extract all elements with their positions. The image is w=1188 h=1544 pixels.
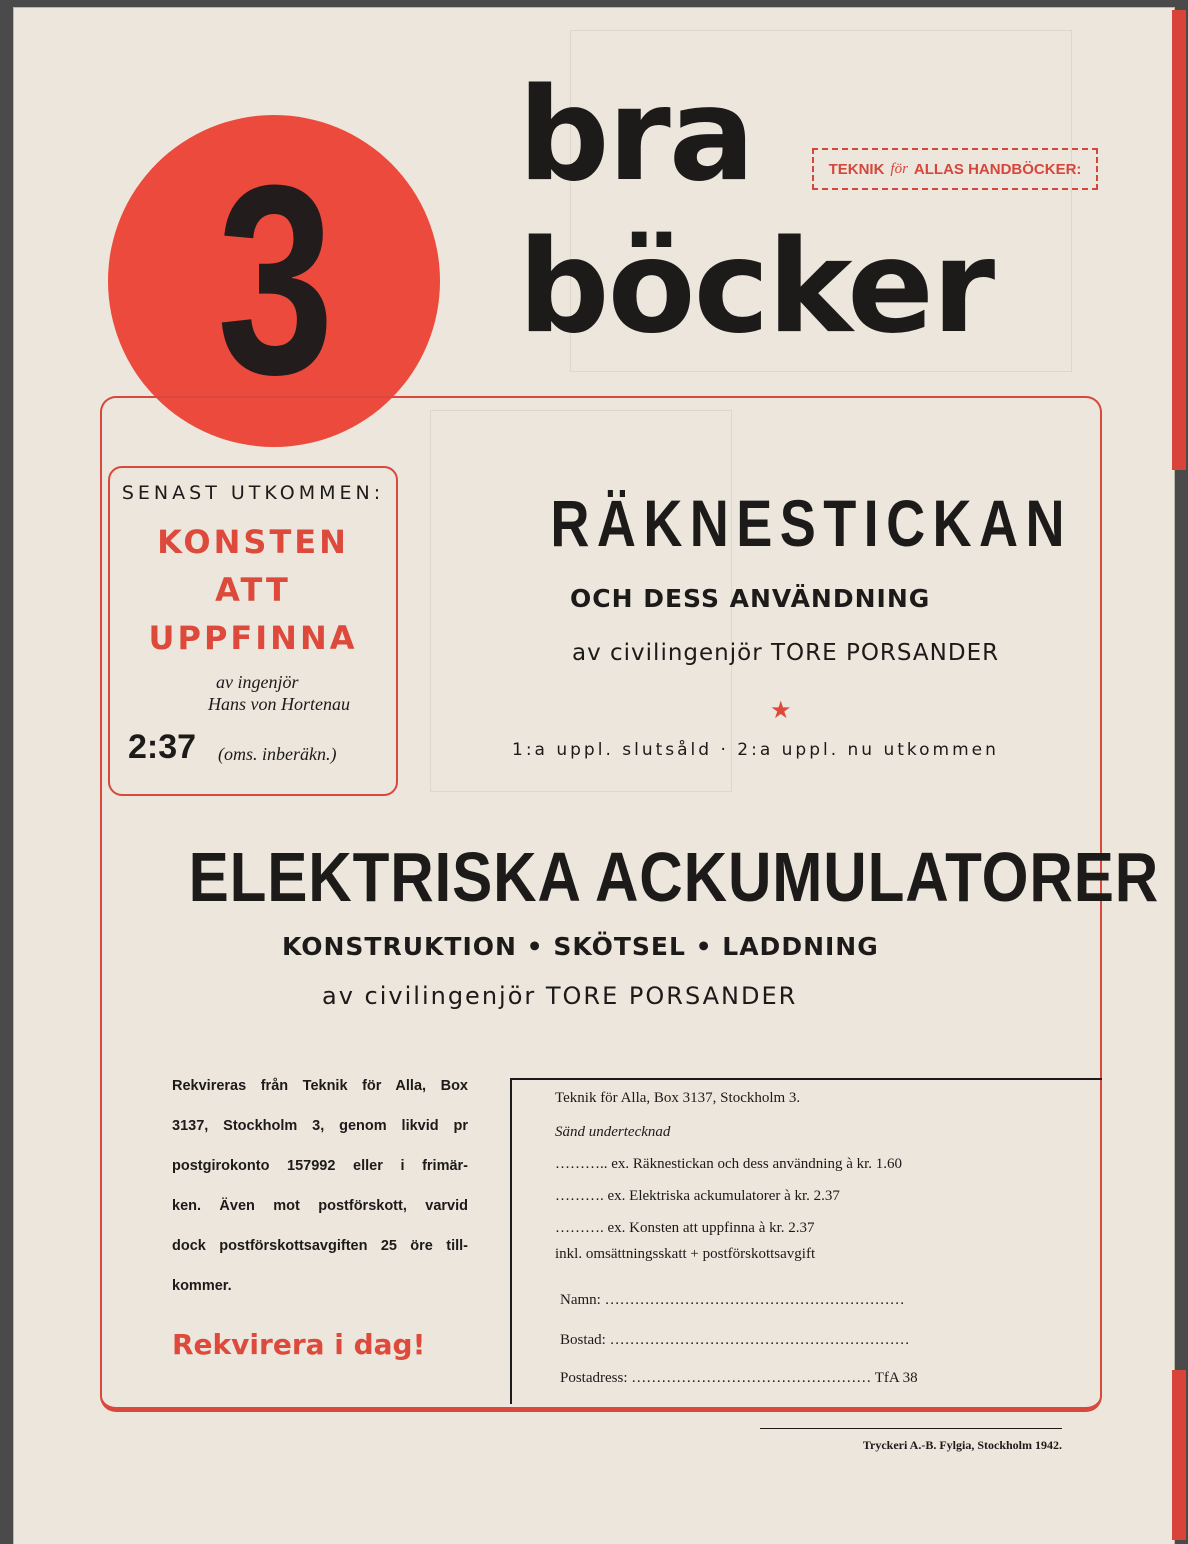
coupon-item: ………. ex. Elektriska ackumulatorer à kr. 2.37 [555,1188,840,1204]
book2-subtitle: KONSTRUKTION • SKÖTSEL • LADDNING [282,932,879,961]
order-call-to-action: Rekvirera i dag! [172,1328,426,1361]
book1-subtitle: OCH DESS ANVÄNDNING [570,584,931,613]
latest-author-line2: Hans von Hortenau [208,694,350,714]
coupon-item: ……….. ex. Räknestickan och dess användning à kr. 1.60 [555,1156,903,1172]
red-edge-strip [1172,10,1186,470]
order-line: ken. Även mot postförskott, varvid [172,1198,468,1214]
order-line: kommer. [172,1278,232,1294]
book2-title: ELEKTRISKA ACKUMULATORER [188,838,1160,916]
latest-title-line: UPPFINNA [148,619,358,657]
series-tag-part2: för [890,160,908,177]
number-three: 3 [216,130,332,431]
coupon-intro: Sänd undertecknad [555,1124,671,1140]
coupon-item: ………. ex. Konsten att uppfinna à kr. 2.37 [555,1220,815,1236]
headline-bra: bra [518,61,754,210]
order-line: Rekvireras från Teknik för Alla, Box [172,1078,468,1094]
latest-heading: SENAST UTKOMMEN: [121,482,385,504]
red-edge-strip [1172,1370,1186,1540]
order-line: 3137, Stockholm 3, genom likvid pr [172,1118,468,1134]
series-tag-part1: TEKNIK [828,160,885,178]
series-tag [812,148,1098,190]
order-line: dock postförskottsavgiften 25 öre till- [172,1238,468,1254]
order-instructions [172,1066,468,1306]
coupon-tax-note: inkl. omsättningsskatt + postförskottsavgift [555,1246,816,1262]
headline-bocker: böcker [518,213,994,362]
latest-price: 2:37 [128,728,197,766]
latest-price-note: (oms. inberäkn.) [218,744,337,764]
coupon-name-field: Namn: …………………………………………………… [560,1292,905,1308]
coupon-address: Teknik för Alla, Box 3137, Stockholm 3. [555,1090,801,1106]
series-tag-part3: ALLAS HANDBÖCKER: [913,160,1082,178]
book1-author: av civilingenjör TORE PORSANDER [572,640,1000,666]
latest-title-line: ATT [215,571,291,609]
footer-rule [760,1428,1062,1429]
coupon-postal-field: Postadress: ………………………………………… TfA 38 [560,1370,918,1386]
coupon-address-field: Bostad: …………………………………………………… [560,1332,910,1348]
order-line: postgirokonto 157992 eller i frimär- [172,1158,468,1174]
printer-credit: Tryckeri A.-B. Fylgia, Stockholm 1942. [862,1438,1062,1452]
latest-title-line: KONSTEN [157,523,349,561]
book2-author: av civilingenjör TORE PORSANDER [322,982,798,1010]
star-icon: ★ [770,696,792,724]
book1-edition-note: 1:a uppl. slutsåld · 2:a uppl. nu utkommen [512,740,999,760]
book1-title: RÄKNESTICKAN [550,486,1072,560]
latest-author-line1: av ingenjör [216,672,299,692]
